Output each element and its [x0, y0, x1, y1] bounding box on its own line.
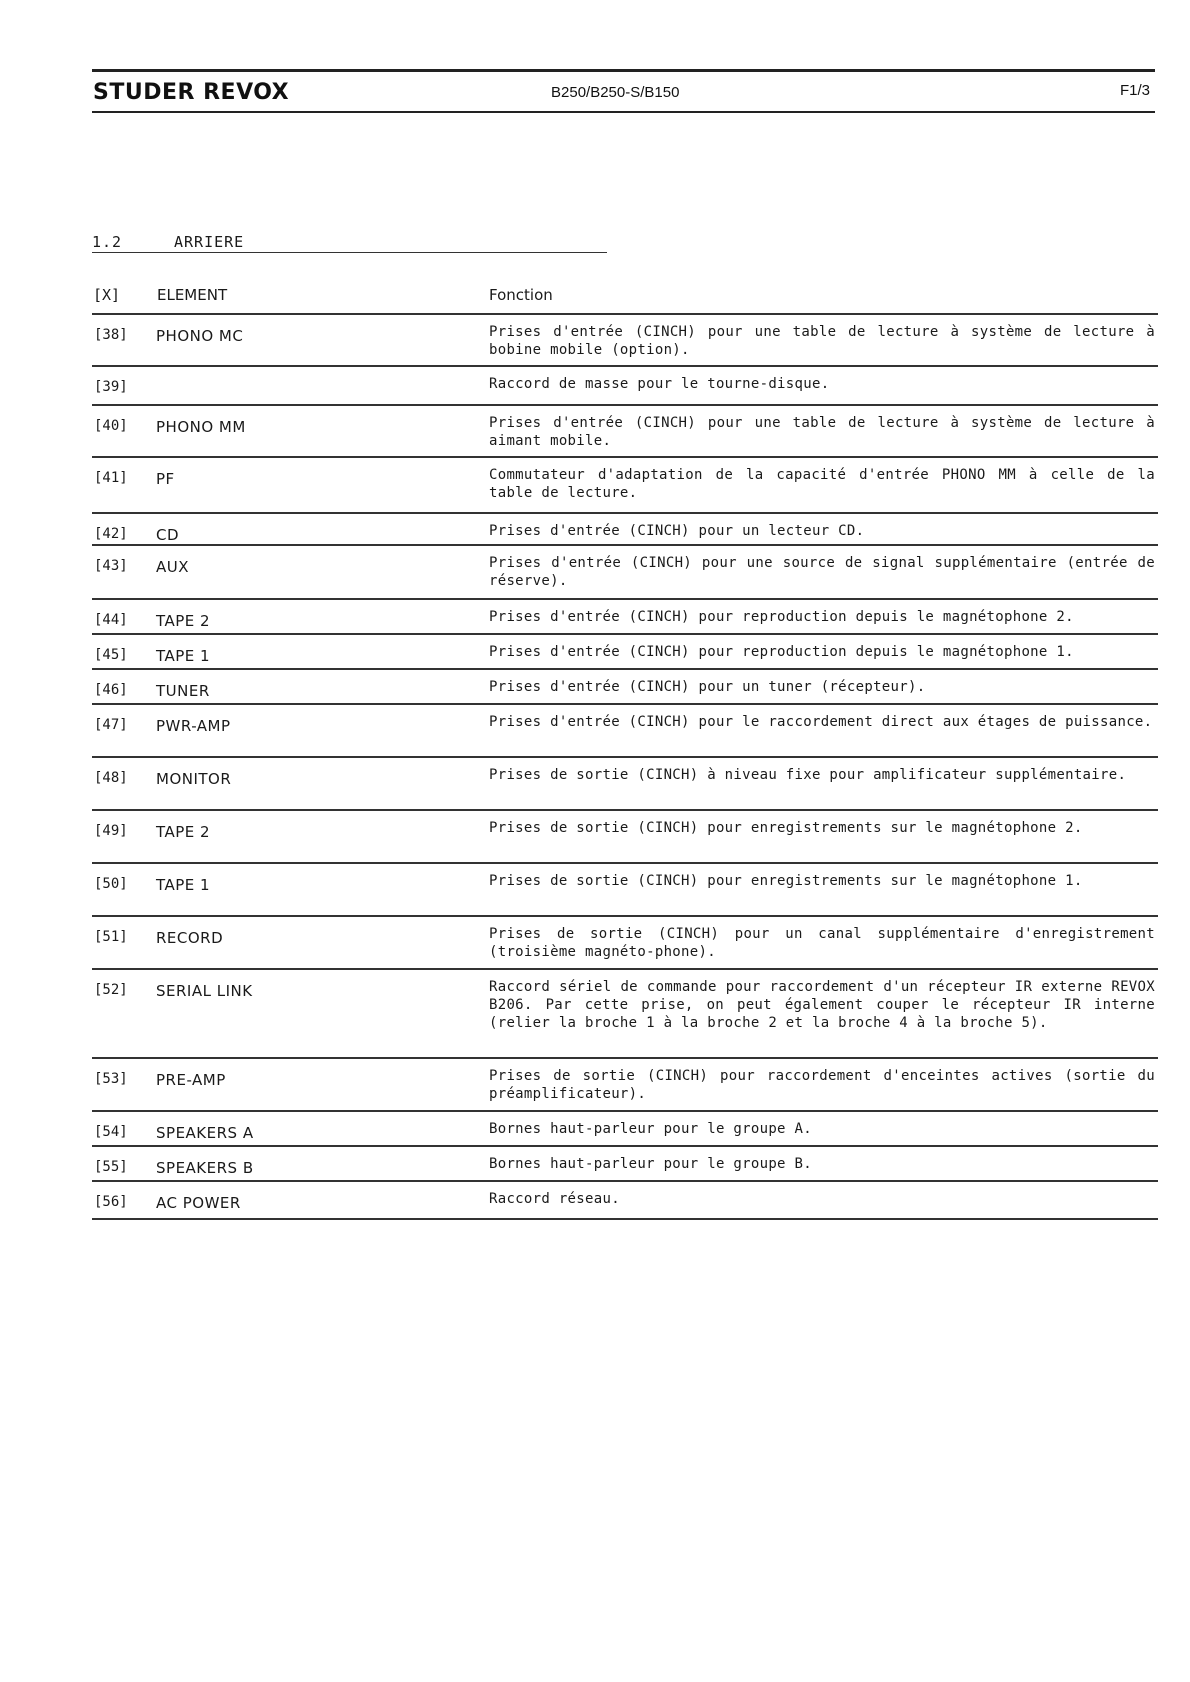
row-element: PF [156, 470, 175, 488]
table-row [92, 365, 1158, 403]
table-end-rule [92, 1218, 1158, 1220]
row-element: PHONO MC [156, 327, 244, 345]
page-number: F1/3 [1119, 82, 1150, 99]
row-element: TAPE 2 [156, 823, 211, 841]
table-row [92, 598, 1158, 630]
row-element: AC POWER [156, 1194, 241, 1212]
header-bottom-rule [92, 111, 1155, 113]
row-index: [48] [94, 770, 128, 786]
row-element: PWR-AMP [156, 717, 231, 735]
row-element: SPEAKERS A [156, 1124, 254, 1142]
row-index: [56] [94, 1194, 128, 1210]
row-index: [47] [94, 717, 128, 733]
table-row [92, 809, 1158, 859]
brand-logo: STUDER REVOX [93, 80, 290, 105]
table-row [92, 1110, 1158, 1142]
row-function: Raccord réseau. [489, 1191, 620, 1207]
row-index: [55] [94, 1159, 128, 1175]
row-element: RECORD [156, 929, 224, 947]
row-function: Prises d'entrée (CINCH) pour le raccordement direct aux étages de puissance. [489, 714, 1153, 730]
row-index: [51] [94, 929, 128, 945]
table-row [92, 756, 1158, 806]
row-function: Prises de sortie (CINCH) pour un canal supplémentaire d'enregistrement (troisième magnéto-phone). [489, 926, 1155, 960]
section-title: ARRIERE [174, 233, 245, 251]
row-element: TUNER [156, 682, 210, 700]
table-row [92, 862, 1158, 912]
row-index: [40] [94, 418, 128, 434]
column-header-element: ELEMENT [157, 286, 228, 304]
row-function: Commutateur d'adaptation de la capacité d'entrée PHONO MM à celle de la table de lecture. [489, 467, 1155, 501]
row-index: [46] [94, 682, 128, 698]
row-element: PHONO MM [156, 418, 246, 436]
row-element: TAPE 1 [156, 647, 211, 665]
row-function: Prises de sortie (CINCH) pour enregistrements sur le magnétophone 2. [489, 820, 1083, 836]
model-number: B250/B250-S/B150 [551, 84, 680, 101]
row-element: SERIAL LINK [156, 982, 253, 1000]
table-row [92, 968, 1158, 1052]
section-heading [92, 233, 244, 251]
table-row [92, 456, 1158, 506]
row-index: [54] [94, 1124, 128, 1140]
table-row [92, 512, 1158, 544]
row-element: MONITOR [156, 770, 232, 788]
table-row [92, 1145, 1158, 1177]
row-element: CD [156, 526, 180, 544]
row-function: Prises d'entrée (CINCH) pour une source de signal supplémentaire (entrée de réserve). [489, 555, 1155, 589]
row-index: [43] [94, 558, 128, 574]
column-header-index: [X] [93, 286, 121, 304]
row-element: SPEAKERS B [156, 1159, 254, 1177]
row-function: Prises d'entrée (CINCH) pour une table de lecture à système de lecture à bobine mobile (option). [489, 324, 1155, 358]
table-row [92, 313, 1158, 358]
row-function: Prises d'entrée (CINCH) pour une table de lecture à système de lecture à aimant mobile. [489, 415, 1155, 449]
table-row [92, 544, 1158, 594]
table-row [92, 633, 1158, 665]
row-index: [42] [94, 526, 128, 542]
row-index: [44] [94, 612, 128, 628]
table-row [92, 404, 1158, 454]
row-function: Bornes haut-parleur pour le groupe A. [489, 1121, 812, 1137]
row-element: TAPE 2 [156, 612, 211, 630]
row-function: Prises de sortie (CINCH) pour raccordement d'enceintes actives (sortie du préamplificateur). [489, 1068, 1155, 1102]
row-index: [45] [94, 647, 128, 663]
table-row [92, 703, 1158, 753]
row-function: Prises d'entrée (CINCH) pour un lecteur CD. [489, 523, 865, 539]
row-index: [39] [94, 379, 128, 395]
row-function: Prises d'entrée (CINCH) pour reproduction depuis le magnétophone 2. [489, 609, 1074, 625]
row-index: [53] [94, 1071, 128, 1087]
row-function: Raccord de masse pour le tourne-disque. [489, 376, 830, 392]
row-function: Bornes haut-parleur pour le groupe B. [489, 1156, 812, 1172]
section-underline [92, 252, 607, 253]
row-element: TAPE 1 [156, 876, 211, 894]
row-element: PRE-AMP [156, 1071, 226, 1089]
section-number: 1.2 [92, 233, 123, 251]
table-row [92, 915, 1158, 965]
row-index: [52] [94, 982, 128, 998]
header-top-rule [92, 69, 1155, 72]
row-function: Raccord sériel de commande pour raccordement d'un récepteur IR externe REVOX B206. Par cette prise, on peut également couper le récepteur IR interne (relier la broche 1 à la broche 2 et la broche 4 à la broche 5). [489, 979, 1155, 1031]
row-function: Prises d'entrée (CINCH) pour un tuner (récepteur). [489, 679, 926, 695]
row-element: AUX [156, 558, 190, 576]
table-row [92, 1057, 1158, 1107]
table-row [92, 1180, 1158, 1212]
row-index: [41] [94, 470, 128, 486]
row-function: Prises d'entrée (CINCH) pour reproduction depuis le magnétophone 1. [489, 644, 1074, 660]
row-function: Prises de sortie (CINCH) à niveau fixe pour amplificateur supplémentaire. [489, 767, 1127, 783]
table-row [92, 668, 1158, 700]
row-function: Prises de sortie (CINCH) pour enregistrements sur le magnétophone 1. [489, 873, 1083, 889]
row-index: [49] [94, 823, 128, 839]
row-index: [50] [94, 876, 128, 892]
row-index: [38] [94, 327, 128, 343]
column-header-function: Fonction [489, 286, 553, 304]
